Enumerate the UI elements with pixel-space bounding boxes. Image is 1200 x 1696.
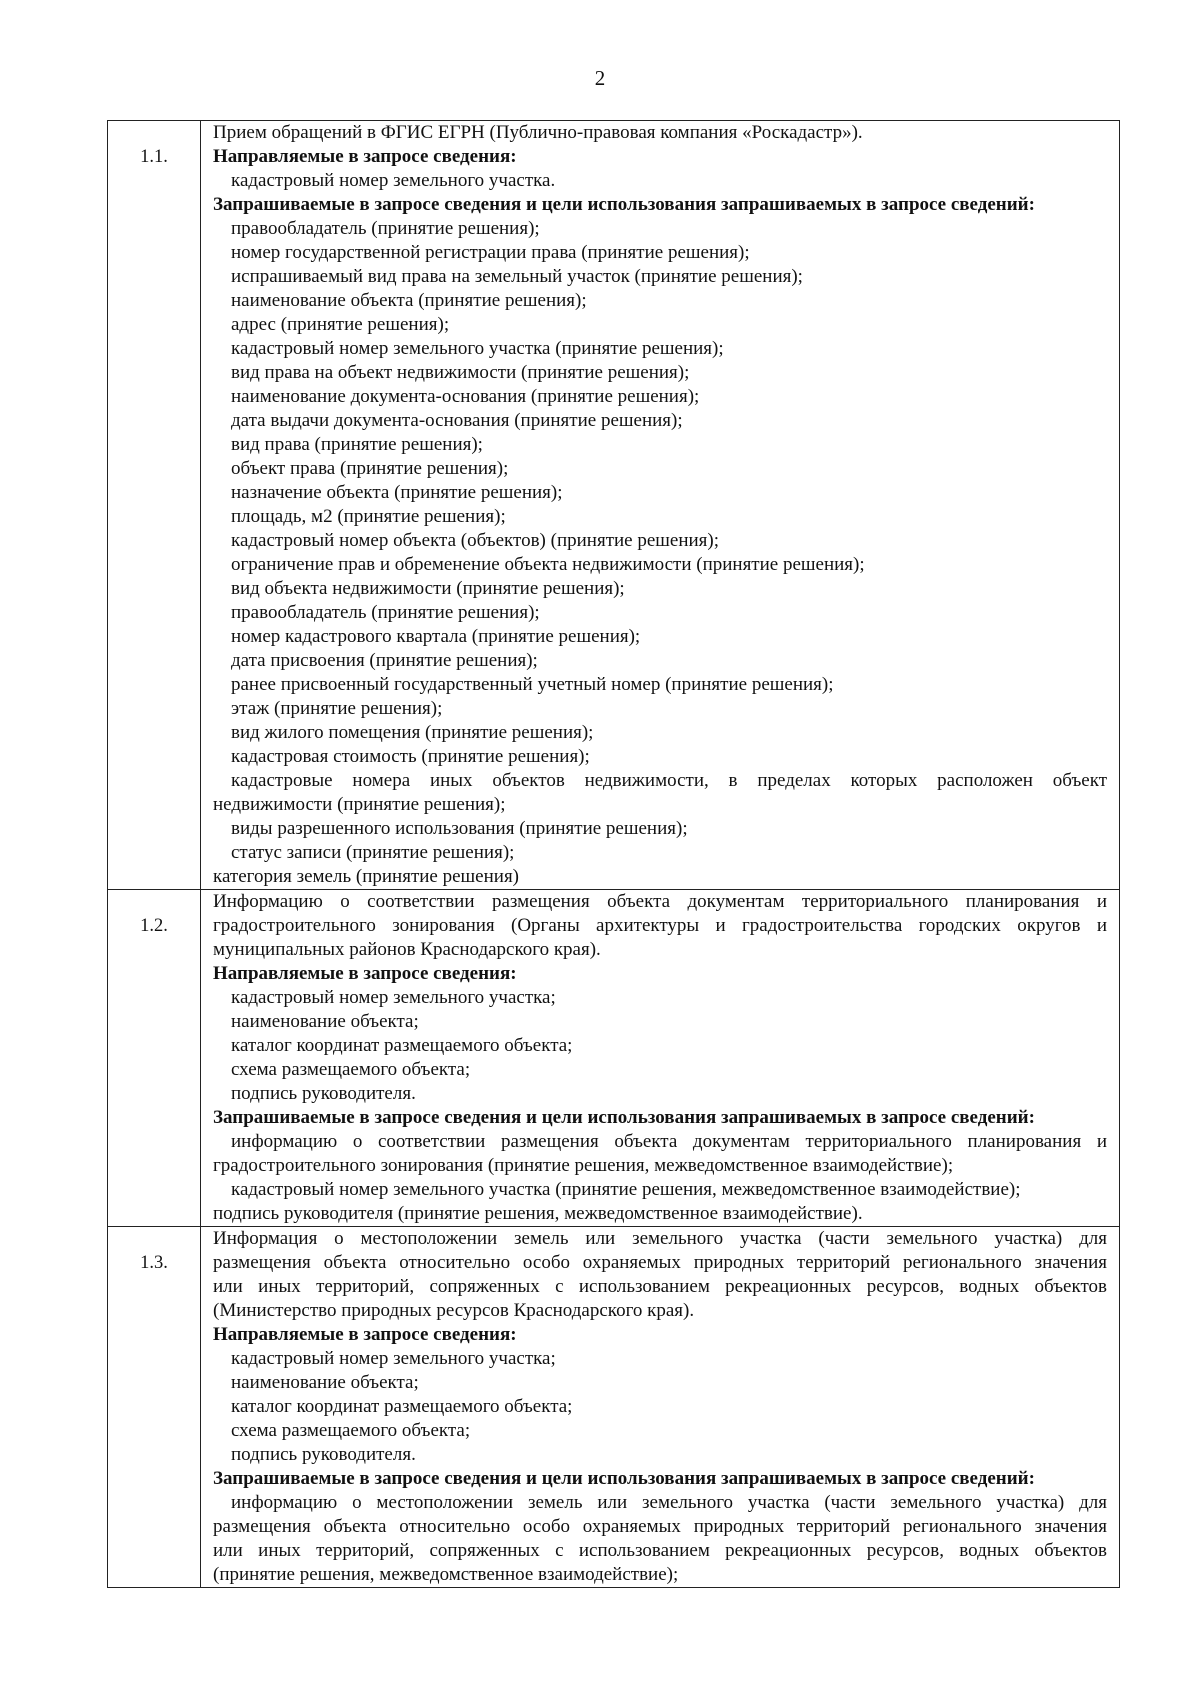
content-line: информацию о соответствии размещения объекта документам территориального планирования и	[231, 1131, 1107, 1152]
content-line: площадь, м2 (принятие решения);	[231, 506, 506, 527]
content-line: каталог координат размещаемого объекта;	[231, 1396, 573, 1417]
content-line: вид объекта недвижимости (принятие решения);	[231, 578, 625, 599]
content-line: ограничение прав и обременение объекта недвижимости (принятие решения);	[231, 554, 865, 575]
item-number: 1.1.	[140, 147, 168, 167]
content-line: правообладатель (принятие решения);	[231, 218, 540, 239]
content-line: (принятие решения, межведомственное взаимодействие);	[213, 1564, 679, 1585]
table-row	[108, 1227, 1120, 1588]
content-line: статус записи (принятие решения);	[231, 842, 515, 863]
content-line: объект права (принятие решения);	[231, 458, 509, 479]
content-line: информацию о местоположении земель или земельного участка (части земельного участка) для	[231, 1492, 1107, 1513]
content-line: недвижимости (принятие решения);	[213, 794, 506, 815]
content-line: кадастровая стоимость (принятие решения);	[231, 746, 590, 767]
table-row	[108, 890, 1120, 1227]
item-number-cell	[108, 121, 201, 890]
content-line: вид права (принятие решения);	[231, 434, 483, 455]
content-line: муниципальных районов Краснодарского края).	[213, 939, 601, 960]
section-heading: Направляемые в запросе сведения:	[213, 146, 517, 167]
item-number-cell	[108, 890, 201, 1227]
content-line: наименование объекта (принятие решения);	[231, 290, 587, 311]
item-content-cell	[201, 890, 1120, 1227]
section-heading: Запрашиваемые в запросе сведения и цели использования запрашиваемых в запросе сведений:	[213, 1468, 1035, 1489]
content-line: категория земель (принятие решения)	[213, 866, 520, 887]
requests-table	[107, 120, 1120, 1588]
content-line: кадастровый номер земельного участка (принятие решения, межведомственное взаимодействие);	[231, 1179, 1021, 1200]
content-line: наименование объекта;	[231, 1011, 419, 1032]
content-line: размещения объекта относительно особо охраняемых природных территорий регионального значения	[213, 1516, 1107, 1537]
requests-table-body	[108, 121, 1120, 1588]
content-line: или иных территорий, сопряженных с использованием рекреационных ресурсов, водных объектов	[213, 1276, 1107, 1297]
table-row	[108, 121, 1120, 890]
content-line: назначение объекта (принятие решения);	[231, 482, 563, 503]
content-line: кадастровые номера иных объектов недвижимости, в пределах которых расположен объект	[231, 770, 1107, 791]
content-line: Прием обращений в ФГИС ЕГРН (Публично-правовая компания «Роскадастр»).	[213, 122, 863, 143]
section-heading: Запрашиваемые в запросе сведения и цели использования запрашиваемых в запросе сведений:	[213, 194, 1035, 215]
section-heading: Запрашиваемые в запросе сведения и цели использования запрашиваемых в запросе сведений:	[213, 1107, 1035, 1128]
content-line: кадастровый номер земельного участка;	[231, 987, 556, 1008]
content-line: кадастровый номер земельного участка.	[231, 170, 556, 191]
content-line: Информацию о соответствии размещения объекта документам территориального планирования и	[213, 891, 1107, 912]
content-line: кадастровый номер объекта (объектов) (принятие решения);	[231, 530, 720, 551]
section-heading: Направляемые в запросе сведения:	[213, 963, 517, 984]
content-line: наименование объекта;	[231, 1372, 419, 1393]
content-line: подпись руководителя.	[231, 1444, 416, 1465]
content-line: кадастровый номер земельного участка (принятие решения);	[231, 338, 724, 359]
content-line: градостроительного зонирования (принятие решения, межведомственное взаимодействие);	[213, 1155, 954, 1176]
content-line: подпись руководителя (принятие решения, межведомственное взаимодействие).	[213, 1203, 863, 1224]
content-line: схема размещаемого объекта;	[231, 1059, 471, 1080]
content-line: виды разрешенного использования (принятие решения);	[231, 818, 688, 839]
item-content-cell	[201, 121, 1120, 890]
content-line: ранее присвоенный государственный учетный номер (принятие решения);	[231, 674, 834, 695]
content-line: дата присвоения (принятие решения);	[231, 650, 538, 671]
content-line: вид жилого помещения (принятие решения);	[231, 722, 594, 743]
page-number: 2	[594, 66, 606, 90]
content-line: подпись руководителя.	[231, 1083, 416, 1104]
content-line: или иных территорий, сопряженных с использованием рекреационных ресурсов, водных объектов	[213, 1540, 1107, 1561]
section-heading: Направляемые в запросе сведения:	[213, 1324, 517, 1345]
content-line: этаж (принятие решения);	[231, 698, 443, 719]
content-line: градостроительного зонирования (Органы архитектуры и градостроительства городских округов и	[213, 915, 1107, 936]
content-line: номер кадастрового квартала (принятие решения);	[231, 626, 641, 647]
content-line: Информация о местоположении земель или земельного участка (части земельного участка) для	[213, 1228, 1107, 1249]
content-line: адрес (принятие решения);	[231, 314, 450, 335]
content-line: испрашиваемый вид права на земельный участок (принятие решения);	[231, 266, 803, 287]
content-line: номер государственной регистрации права (принятие решения);	[231, 242, 750, 263]
content-line: правообладатель (принятие решения);	[231, 602, 540, 623]
content-line: дата выдачи документа-основания (принятие решения);	[231, 410, 683, 431]
content-line: размещения объекта относительно особо охраняемых природных территорий регионального значения	[213, 1252, 1107, 1273]
content-line: кадастровый номер земельного участка;	[231, 1348, 556, 1369]
item-number-cell	[108, 1227, 201, 1588]
content-line: каталог координат размещаемого объекта;	[231, 1035, 573, 1056]
content-line: наименование документа-основания (принятие решения);	[231, 386, 700, 407]
item-content-cell	[201, 1227, 1120, 1588]
content-line: схема размещаемого объекта;	[231, 1420, 471, 1441]
content-line: (Министерство природных ресурсов Краснодарского края).	[213, 1300, 695, 1321]
item-number: 1.3.	[140, 1253, 168, 1273]
item-number: 1.2.	[140, 916, 168, 936]
content-line: вид права на объект недвижимости (принятие решения);	[231, 362, 690, 383]
